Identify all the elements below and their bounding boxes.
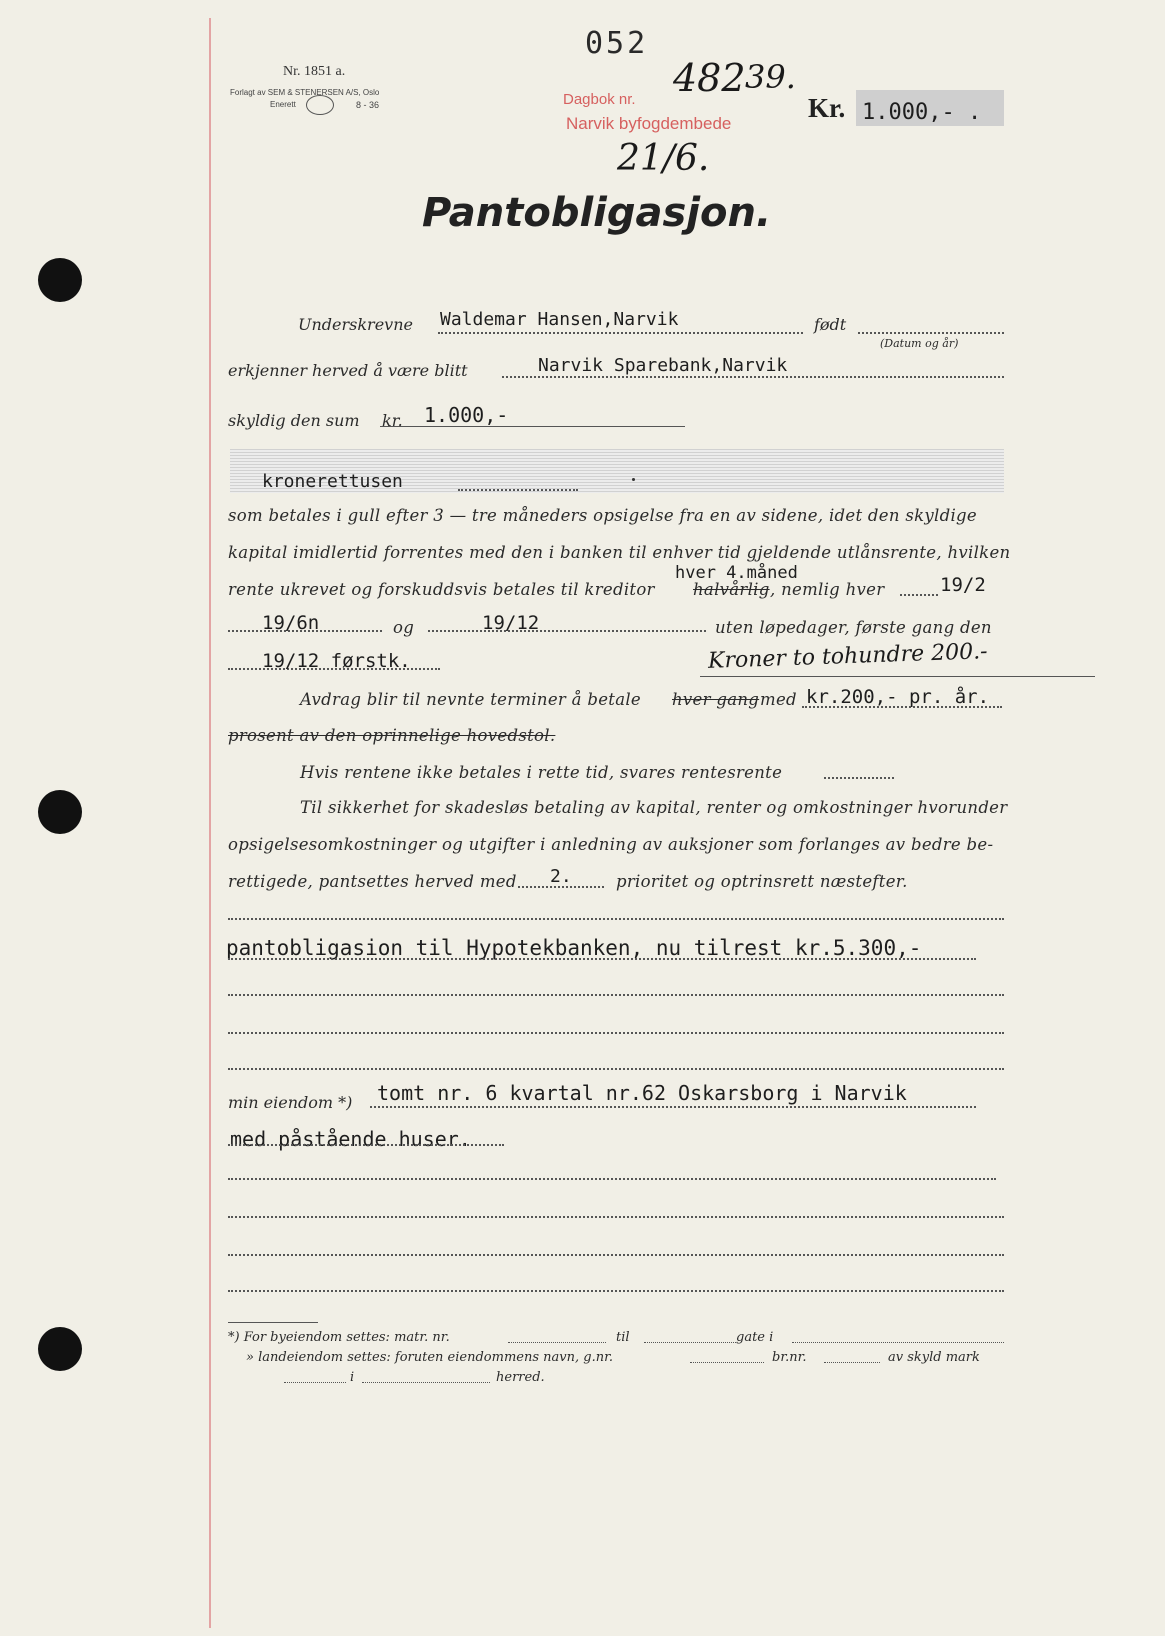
footnote-line-1a: *) For byeiendom settes: matr. nr. bbox=[228, 1330, 450, 1345]
underline bbox=[228, 958, 976, 960]
underline bbox=[228, 1254, 1004, 1256]
owing-label: skyldig den sum bbox=[228, 411, 360, 430]
stamp-court: Narvik byfogdembede bbox=[566, 114, 732, 133]
installment-struck: hver gang bbox=[672, 690, 760, 709]
document-title: Pantobligasjon. bbox=[422, 190, 772, 236]
publisher-logo bbox=[306, 95, 334, 115]
underline bbox=[824, 1362, 880, 1363]
footnote-line-1c: gate i bbox=[736, 1330, 774, 1345]
installment-amount: kr.200,- pr. år. bbox=[806, 686, 990, 708]
clause-line-3a: rente ukrevet og forskuddsvis betales til kreditor bbox=[228, 580, 655, 599]
underline bbox=[228, 1032, 1004, 1034]
underline bbox=[362, 1382, 490, 1383]
underline bbox=[228, 1068, 1004, 1070]
punch-hole-top bbox=[38, 258, 82, 302]
dagbok-year: 39. bbox=[745, 58, 796, 96]
footnote-line-2a: » landeiendom settes: foruten eiendommens navn, g.nr. bbox=[246, 1350, 613, 1365]
publisher-code: 8 - 36 bbox=[356, 100, 380, 110]
footnote-line-1b: til bbox=[616, 1330, 630, 1345]
underline bbox=[792, 1342, 1004, 1343]
security-line-2: opsigelsesomkostninger og utgifter i anledning av auksjoner som forlanges av bedre be- bbox=[228, 835, 994, 854]
underline bbox=[858, 332, 1004, 334]
born-hint: (Datum og år) bbox=[880, 337, 959, 350]
underline bbox=[508, 1342, 606, 1343]
kr-amount: 1.000,- . bbox=[862, 100, 982, 125]
underline bbox=[900, 594, 938, 596]
creditor-name: Narvik Sparebank,Narvik bbox=[538, 355, 788, 376]
priority: 2. bbox=[550, 866, 572, 887]
undersigned-name: Waldemar Hansen,Narvik bbox=[440, 309, 679, 330]
date-2: 19/6n bbox=[262, 612, 320, 634]
underline bbox=[228, 1144, 504, 1146]
first-date: 19/12 førstk. bbox=[262, 650, 411, 672]
interest-late: Hvis rentene ikke betales i rette tid, svares rentesrente bbox=[300, 763, 783, 782]
footnote-line-2b: br.nr. bbox=[772, 1350, 807, 1365]
publisher-line-2: Enerett bbox=[270, 100, 296, 109]
date-1: 19/2 bbox=[940, 574, 986, 596]
underline bbox=[644, 1342, 736, 1343]
underline bbox=[502, 376, 1004, 378]
dot bbox=[632, 478, 635, 481]
margin-line bbox=[209, 18, 211, 1628]
underline bbox=[228, 1216, 1004, 1218]
underline bbox=[802, 706, 1002, 708]
footnote-rule bbox=[228, 1322, 318, 1323]
underline bbox=[458, 489, 578, 491]
underline bbox=[700, 676, 1095, 677]
underline bbox=[370, 1106, 976, 1108]
installment-label: Avdrag blir til nevnte terminer å betale bbox=[300, 690, 641, 709]
kr-label: Kr. bbox=[808, 93, 846, 123]
date-3: 19/12 bbox=[482, 612, 540, 634]
installment-with: med bbox=[760, 690, 797, 709]
sum-words: kronerettusen bbox=[262, 471, 403, 492]
sum-amount: 1.000,- bbox=[424, 403, 509, 427]
underline bbox=[438, 332, 803, 334]
property-line-2: med påstående huser. bbox=[230, 1127, 471, 1151]
prior-mortgage: pantobligasion til Hypotekbanken, nu tilrest kr.5.300,- bbox=[226, 936, 922, 960]
og-label: og bbox=[393, 618, 415, 637]
property-label: min eiendom *) bbox=[228, 1093, 353, 1112]
dagbok-number: 482 bbox=[673, 56, 746, 100]
footnote-line-3a: i bbox=[350, 1370, 355, 1385]
without-days: uten løpedager, første gang den bbox=[715, 618, 992, 637]
handwritten-amount: Kroner to tohundre 200.- bbox=[707, 639, 988, 674]
underline bbox=[690, 1362, 764, 1363]
clause-line-3b: , nemlig hver bbox=[770, 580, 885, 599]
born-label: født bbox=[814, 315, 847, 334]
publisher-line: Forlagt av SEM & STENERSEN A/S, Oslo bbox=[230, 88, 380, 97]
acknowledge-label: erkjenner herved å være blitt bbox=[228, 361, 468, 380]
security-line-3a: rettigede, pantsettes herved med bbox=[228, 872, 517, 891]
property-line-1: tomt nr. 6 kvartal nr.62 Oskarsborg i Narvik bbox=[377, 1081, 907, 1105]
underline bbox=[284, 1382, 346, 1383]
punch-hole-middle bbox=[38, 790, 82, 834]
underline bbox=[228, 1290, 1004, 1292]
date-handwritten: 21/6. bbox=[617, 138, 710, 179]
percent-struck: prosent av den oprinnelige hovedstol. bbox=[228, 726, 556, 745]
underline bbox=[228, 994, 1004, 996]
form-number: Nr. 1851 a. bbox=[283, 64, 346, 79]
footnote-line-3b: herred. bbox=[496, 1370, 545, 1385]
punch-hole-bottom bbox=[38, 1327, 82, 1371]
clause-insert: hver 4.måned bbox=[675, 563, 798, 583]
stamp-dagbok-label: Dagbok nr. bbox=[563, 91, 636, 108]
security-line-1: Til sikkerhet for skadesløs betaling av kapital, renter og omkostninger hvorunder bbox=[300, 798, 1008, 817]
clause-struck: halvårlig bbox=[693, 580, 770, 599]
footnote-line-2c: av skyld mark bbox=[888, 1350, 980, 1365]
underline bbox=[228, 1178, 996, 1180]
security-line-3b: prioritet og optrinsrett næstefter. bbox=[616, 872, 908, 891]
clause-line-2: kapital imidlertid forrentes med den i banken til enhver tid gjeldende utlånsrente, hvilken bbox=[228, 543, 1011, 562]
underline bbox=[228, 918, 1004, 920]
undersigned-label: Underskrevne bbox=[298, 315, 413, 334]
underline bbox=[824, 777, 894, 779]
page-number: 052 bbox=[585, 26, 649, 61]
underline bbox=[428, 630, 706, 632]
underline bbox=[380, 426, 685, 427]
kr-prefix: kr. bbox=[382, 411, 403, 430]
clause-line-1: som betales i gull efter 3 — tre måneders opsigelse fra en av sidene, idet den skyldige bbox=[228, 506, 977, 525]
